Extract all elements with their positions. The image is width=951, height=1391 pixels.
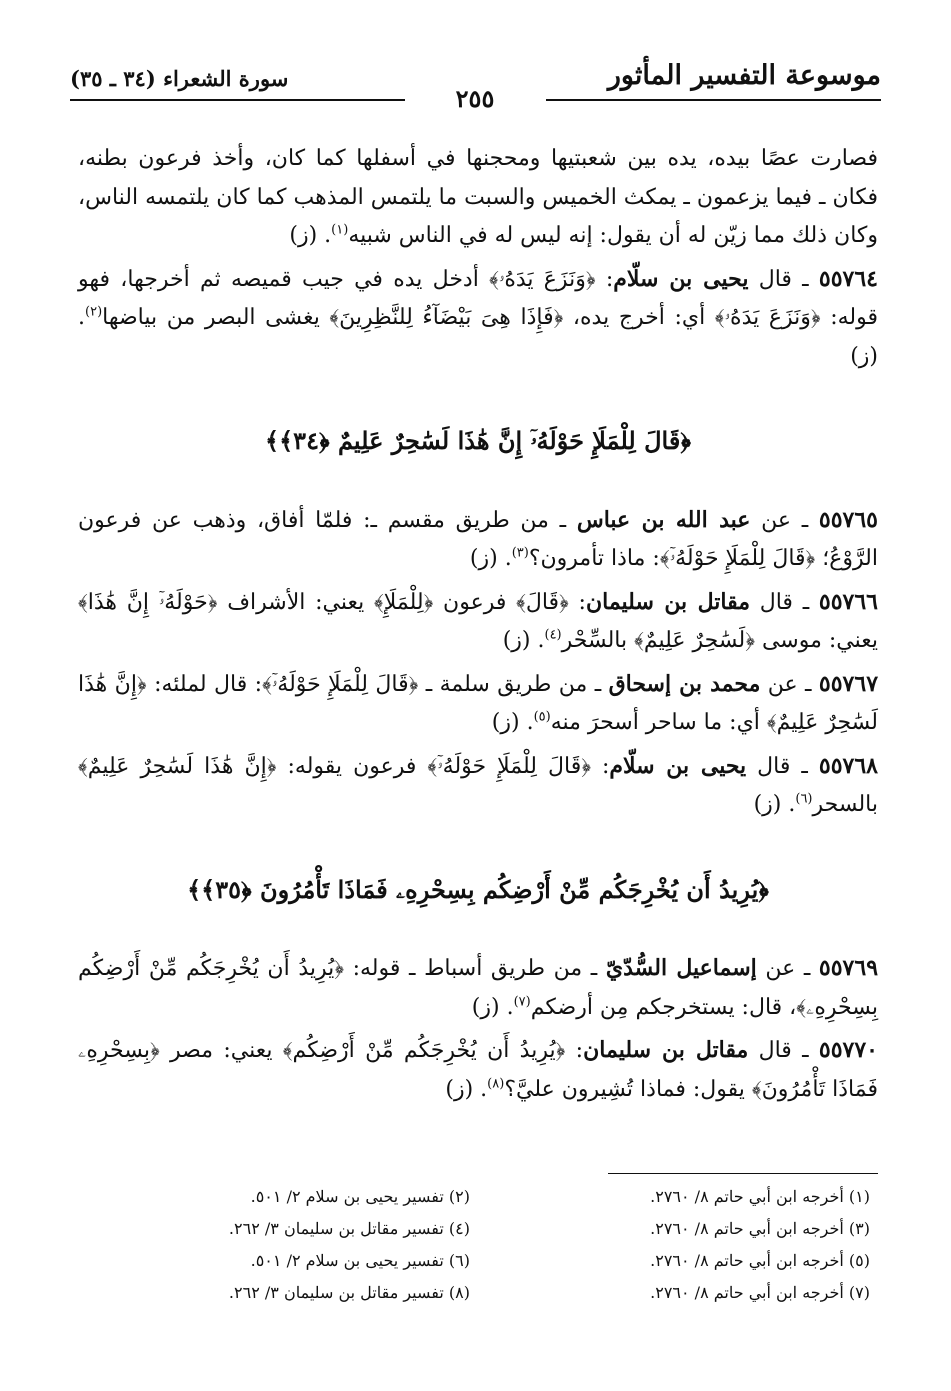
narration-number: ٥٥٧٦٨ [818, 752, 878, 779]
narration-55770 [78, 1031, 878, 1109]
footnote-8: (٨) تفسير مقاتل بن سليمان ٣/ ٢٦٢. [228, 1283, 470, 1302]
narration-55764 [78, 260, 878, 377]
footnote-3: (٣) أخرجه ابن أبي حاتم ٨/ ٢٧٦٠. [650, 1219, 870, 1238]
book-title: موسوعة التفسير المأثور [607, 60, 881, 91]
narration-intro: ـ عن [760, 671, 819, 697]
page-number: ٢٥٥ [415, 84, 535, 113]
narration-text: ـ من طريق مقسم ـ: فلمّا أفاق، وذهب عن فرعون الرَّوْعُ؛ ﴿قَالَ لِلْمَلَإِ حَوْلَهُۥٓ﴾: ماذا تأمرون؟ [78, 507, 878, 571]
narrator-name: مقاتل بن سليمان [585, 588, 750, 615]
narration-intro: ـ عن [750, 507, 819, 533]
narration-55768 [78, 747, 878, 825]
narration-text: ـ من طريق سلمة ـ ﴿قَالَ لِلْمَلَإِ حَوْلَهُۥٓ﴾: قال لملئه: ﴿إِنَّ هَٰذَا لَسَٰحِرٌ عَلِيمٌ﴾ أي: ما ساحر أسحرَ منه [78, 671, 878, 735]
footnote-4: (٤) تفسير مقاتل بن سليمان ٣/ ٢٦٢. [228, 1219, 470, 1238]
footnote-list [78, 1185, 878, 1305]
footnote-ref: (٤) [544, 627, 562, 643]
narration-text: : ﴿قَالَ﴾ فرعون ﴿لِلْمَلَإِ﴾ يعني: الأشراف ﴿حَوْلَهُۥٓ إِنَّ هَٰذَا﴾ يعني: موسى ﴿لَسَٰحِرٌ عَلِيمٌ﴾ بالسِّحْر [78, 589, 878, 653]
continuation-paragraph [78, 140, 878, 256]
narration-end: . (ز) [471, 994, 514, 1020]
narrator-name: إسماعيل السُّدّيّ [605, 955, 757, 981]
footnote-ref: (٢) [85, 304, 103, 320]
main-text [78, 140, 878, 1113]
narration-text: : ﴿وَنَزَعَ يَدَهُۥ﴾ أدخل يده في جيب قميصه ثم أخرجها، فهو قوله: ﴿وَنَزَعَ يَدَهُۥ﴾ أي: أخرج يده، ﴿فَإِذَا هِىَ بَيْضَآءُ لِلنَّظِرِينَ﴾ يغشى البصر من بياضها [78, 266, 878, 330]
footnote-2: (٢) تفسير يحيى بن سلام ٢/ ٥٠١. [250, 1187, 470, 1206]
narration-end: . (ز) [78, 305, 878, 369]
narration-end: . (ز) [502, 628, 545, 653]
narration-number: ٥٥٧٦٤ [818, 265, 878, 292]
narration-intro: ـ قال [746, 753, 819, 779]
footnote-ref: (٣) [511, 545, 529, 561]
surah-reference: سورة الشعراء (٣٤ ـ ٣٥) [70, 66, 289, 91]
narration-text: : ﴿يُرِيدُ أَن يُخْرِجَكُم مِّنْ أَرْضِكُم﴾ يعني: مصر ﴿بِسِحْرِهِۦ فَمَاذَا تَأْمُرُونَ﴾ يقول: فماذا تُشِيرون عليَّ؟ [78, 1038, 878, 1102]
verse-35: ﴿يُرِيدُ أَن يُخْرِجَكُم مِّنْ أَرْضِكُم بِسِحْرِهِۦ فَمَاذَا تَأْمُرُونَ ﴿٣٥﴾﴾ [187, 874, 769, 904]
header-rule-right [546, 99, 881, 101]
narration-end: . (ز) [491, 710, 534, 735]
narration-55769 [78, 949, 878, 1027]
narration-text: ـ من طريق أسباط ـ قوله: ﴿يُرِيدُ أَن يُخْرِجَكُم مِّنْ أَرْضِكُم بِسِحْرِهِۦ﴾، قال: يستخرجكم مِن أرضكم [78, 956, 878, 1020]
verse-34: ﴿قَالَ لِلْمَلَإِ حَوْلَهُۥٓ إِنَّ هَٰذَا لَسَٰحِرٌ عَلِيمٌ ﴿٣٤﴾﴾ [265, 426, 691, 455]
narrator-name: يحيى بن سلّام [609, 752, 747, 779]
narration-55765 [78, 501, 878, 579]
paragraph-end: . (ز) [289, 223, 332, 248]
narration-number: ٥٥٧٦٩ [818, 955, 879, 981]
narration-55766 [78, 583, 878, 661]
footnote-rule [608, 1173, 878, 1174]
running-header [70, 58, 881, 113]
narration-intro: ـ قال [750, 589, 819, 615]
narration-55767 [78, 665, 878, 743]
narrator-name: يحيى بن سلّام [613, 265, 749, 292]
footnote-ref: (١) [331, 222, 349, 238]
narration-number: ٥٥٧٦٥ [818, 506, 878, 533]
narration-number: ٥٥٧٦٧ [818, 670, 879, 697]
paragraph-text: فصارت عصًا بيده، يده بين شعبتيها ومحجنها في أسفلها كما كان، وأخذ فرعون بطنه، فكان ـ فيما يزعمون ـ يمكث الخميس والسبت ما يلتمس المذهب كما كان يلتمسه الناس، وكان ذلك مما زيّن له أن يقول: إنه ليس له في الناس شبيه [78, 146, 878, 248]
narration-end: . (ز) [469, 546, 512, 571]
narration-end: . (ز) [445, 1076, 488, 1102]
footnote-1: (١) أخرجه ابن أبي حاتم ٨/ ٢٧٦٠. [650, 1187, 870, 1206]
narration-number: ٥٥٧٧٠ [818, 1037, 878, 1063]
narration-number: ٥٥٧٦٦ [818, 588, 878, 615]
narrator-name: مقاتل بن سليمان [583, 1037, 749, 1063]
footnote-ref: (٥) [533, 709, 551, 725]
narration-intro: ـ عن [756, 956, 819, 981]
footnote-ref: (٨) [487, 1076, 505, 1092]
narration-text: : ﴿قَالَ لِلْمَلَإِ حَوْلَهُۥٓ﴾ فرعون يقوله: ﴿إِنَّ هَٰذَا لَسَٰحِرٌ عَلِيمٌ﴾ بالسحر [78, 753, 878, 817]
narrator-name: عبد الله بن عباس [576, 506, 751, 533]
footnote-ref: (٦) [795, 791, 813, 807]
narration-intro: ـ قال [748, 1038, 819, 1063]
footnote-7: (٧) أخرجه ابن أبي حاتم ٨/ ٢٧٦٠. [650, 1283, 870, 1302]
footnote-5: (٥) أخرجه ابن أبي حاتم ٨/ ٢٧٦٠. [650, 1251, 870, 1270]
narration-end: . (ز) [753, 792, 796, 817]
narrator-name: محمد بن إسحاق [608, 670, 761, 697]
footnote-6: (٦) تفسير يحيى بن سلام ٢/ ٥٠١. [250, 1251, 470, 1270]
header-rule-left [70, 99, 405, 101]
footnote-ref: (٧) [513, 994, 531, 1010]
narration-intro: ـ قال [748, 266, 819, 292]
